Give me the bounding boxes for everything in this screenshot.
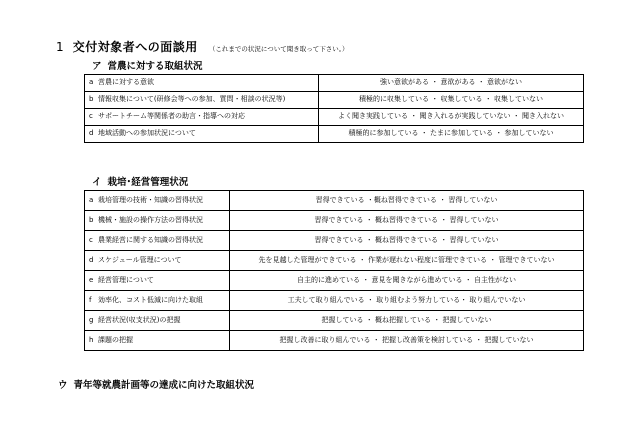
item-label: 機械・施設の操作方法の習得状況	[98, 215, 203, 224]
item-label: 経営管理について	[98, 275, 154, 284]
table-row	[85, 191, 584, 211]
item-letter: c	[89, 235, 93, 244]
item-label: 営農に対する意欲	[98, 78, 154, 87]
item-label: 地域活動への参加状況について	[98, 129, 196, 138]
section-c-heading	[58, 377, 254, 391]
item-letter: d	[89, 255, 94, 264]
item-label: 農業経営に関する知識の習得状況	[98, 235, 203, 244]
item-label: スケジュール管理について	[98, 255, 182, 264]
section-a-table	[84, 74, 584, 143]
item-cell	[85, 211, 230, 231]
section-b-mark: イ	[92, 177, 102, 188]
section-a-mark: ア	[92, 61, 102, 72]
item-letter: b	[89, 215, 94, 224]
options-cell: 把握し改善に取り組んでいる ・ 把握し改善策を検討している ・ 把握していない	[230, 331, 584, 351]
table-row	[85, 311, 584, 331]
main-heading-title: 交付対象者への面談用	[72, 40, 198, 54]
table-row	[85, 92, 584, 109]
item-letter: e	[89, 275, 94, 284]
options-cell: 自主的に進めている ・ 意見を聞きながら進めている ・ 自主性がない	[230, 271, 584, 291]
item-letter: c	[89, 112, 93, 121]
item-cell	[85, 291, 230, 311]
item-cell	[85, 126, 319, 143]
item-cell	[85, 331, 230, 351]
item-label: 課題の把握	[98, 335, 133, 344]
options-cell: 工夫して取り組んでいる ・ 取り組むよう努力している・ 取り組んでいない	[230, 291, 584, 311]
options-cell: 積極的に収集している ・ 収集している ・ 収集していない	[319, 92, 584, 109]
item-label: 経営状況(収支状況)の把握	[98, 315, 181, 324]
options-cell: 先を見越した管理ができている ・ 作業が遅れない程度に管理できている ・ 管理できていない	[230, 251, 584, 271]
table-row	[85, 231, 584, 251]
table-row	[85, 75, 584, 92]
item-letter: g	[89, 315, 94, 324]
main-heading-number: 1	[56, 40, 64, 54]
table-row	[85, 251, 584, 271]
item-letter: h	[89, 335, 94, 344]
options-cell: 習得できている ・概ね習得できている ・ 習得していない	[230, 191, 584, 211]
item-cell	[85, 311, 230, 331]
section-b-table	[84, 190, 584, 351]
item-cell	[85, 191, 230, 211]
options-cell: 習得できている ・ 概ね習得できている ・ 習得していない	[230, 211, 584, 231]
item-cell	[85, 251, 230, 271]
item-letter: a	[89, 78, 94, 87]
options-cell: 習得できている ・ 概ね習得できている ・ 習得していない	[230, 231, 584, 251]
item-label: 栽培管理の技術・知識の習得状況	[98, 195, 203, 204]
item-cell	[85, 271, 230, 291]
item-cell	[85, 109, 319, 126]
table-row	[85, 126, 584, 143]
table-row	[85, 271, 584, 291]
item-cell	[85, 231, 230, 251]
item-cell	[85, 92, 319, 109]
item-letter: a	[89, 195, 94, 204]
item-letter: f	[89, 295, 92, 304]
main-heading	[56, 36, 348, 55]
item-label: 情報収集について(研修会等への参加、質問・相談の状況等)	[98, 95, 286, 104]
item-letter: d	[89, 129, 94, 138]
section-c-title: 青年等就農計画等の達成に向けた取組状況	[73, 380, 255, 391]
table-row	[85, 211, 584, 231]
table-row	[85, 331, 584, 351]
section-c-mark: ウ	[58, 380, 68, 391]
section-b-heading	[92, 174, 188, 188]
options-cell: 把握している ・ 概ね把握している ・ 把握していない	[230, 311, 584, 331]
section-a-heading	[92, 58, 203, 72]
options-cell: 強い意欲がある ・ 意欲がある ・ 意欲がない	[319, 75, 584, 92]
section-b-title: 栽培･経営管理状況	[107, 177, 189, 188]
section-a-title: 営農に対する取組状況	[107, 61, 203, 72]
options-cell: 積極的に参加している ・ たまに参加している ・ 参加していない	[319, 126, 584, 143]
item-letter: b	[89, 95, 94, 104]
item-label: 効率化、コスト低減に向けた取組	[98, 295, 203, 304]
item-cell	[85, 75, 319, 92]
main-heading-note: （これまでの状況について聞き取って下さい。）	[208, 45, 349, 53]
options-cell: よく聞き実践している ・ 聞き入れるが実践していない ・ 聞き入れない	[319, 109, 584, 126]
table-row	[85, 291, 584, 311]
table-row	[85, 109, 584, 126]
item-label: サポートチーム等関係者の助言・指導への対応	[98, 112, 245, 121]
